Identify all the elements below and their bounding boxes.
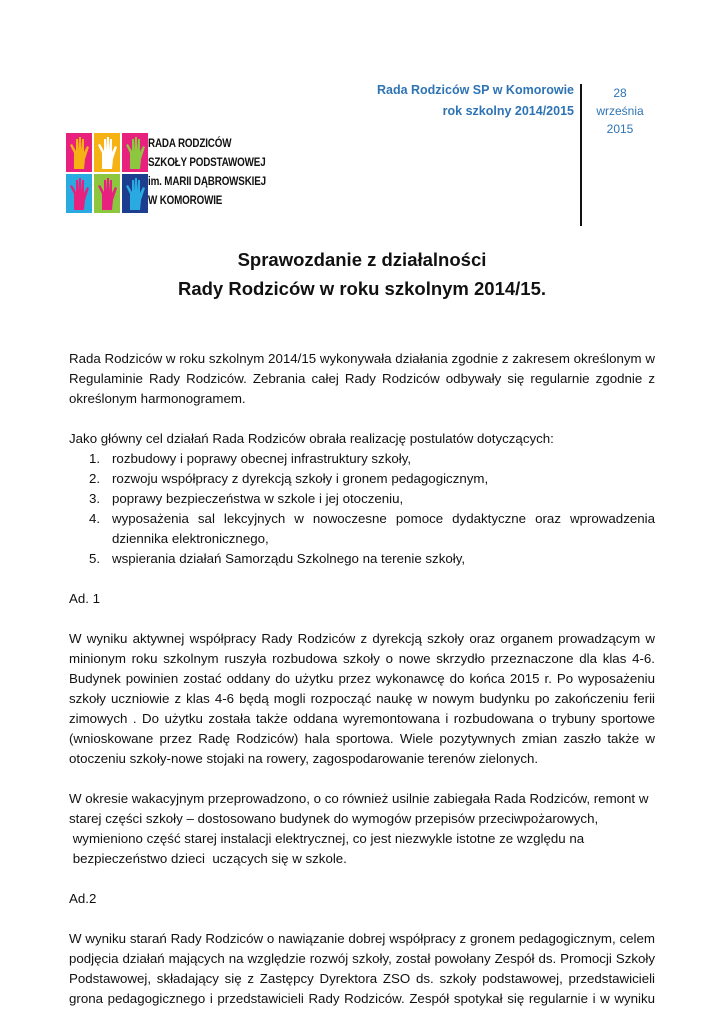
logo-line: im. MARII DĄBROWSKIEJ: [148, 174, 266, 188]
ad1-paragraph2-line: bezpieczeństwo dzieci uczących się w szkole.: [69, 851, 347, 866]
list-item-number: 1.: [89, 451, 101, 466]
header-org-line1: Rada Rodziców SP w Komorowie: [376, 83, 574, 97]
list-item-number: 5.: [89, 551, 101, 566]
header-date-month: września: [596, 104, 644, 118]
list-item-text: poprawy bezpieczeństwa w szkole i jej otoczeniu,: [112, 491, 404, 506]
header-organization: [377, 80, 574, 122]
logo-text: [148, 134, 266, 210]
ad1-paragraph2-line: starej części szkoły – dostosowano budynek do wymogów przepisów przeciwpożarowych,: [69, 811, 599, 826]
ad2-heading: Ad.2: [69, 891, 97, 906]
list-item-text: rozbudowy i poprawy obecnej infrastruktury szkoły,: [112, 451, 412, 466]
title-line2: Rady Rodziców w roku szkolnym 2014/15.: [177, 278, 547, 299]
list-item-text: rozwoju współpracy z dyrekcją szkoły i gronem pedagogicznym,: [112, 471, 489, 486]
logo-hand-tile: [94, 133, 120, 172]
logo-hand-tile: [66, 174, 92, 213]
ad1-paragraph2: [69, 789, 655, 869]
hand-icon: [94, 133, 120, 172]
ad1-paragraph2-line: W okresie wakacyjnym przeprowadzono, o co również usilnie zabiegała Rada Rodziców, remont w: [69, 791, 649, 806]
goals-list: [69, 449, 655, 569]
list-item: [69, 469, 655, 489]
list-item: [69, 489, 655, 509]
logo-hand-tile: [122, 133, 148, 172]
logo-hand-tile: [122, 174, 148, 213]
logo-hand-tile: [66, 133, 92, 172]
header-org-line2: rok szkolny 2014/2015: [442, 104, 574, 118]
ad1-paragraph1: W wyniku aktywnej współpracy Rady Rodziców z dyrekcją szkoły oraz organem prowadzącym w minionym roku szkolnym ruszyła rozbudowa szkoły o nowe skrzydło przeznaczone dla klas 4-6. Budynek powinien zostać oddany do użytku przez wykonawcę do końca 2015 r. Po wyposażeniu szkoły uczniowie z klas 4-6 będą mogli rozpocząć naukę w nowym budynku po zakończeniu ferii zimowych . Do użytku została także oddana wyremontowana i rozbudowana o trybuny sportowe (wnioskowane przez Radę Rodziców) hala sportowa. Wiele pozytywnych zmian zaszło także w otoczeniu szkoły-nowe stojaki na rowery, zagospodarowanie terenów zielonych.: [69, 631, 655, 766]
list-item-number: 3.: [89, 491, 101, 506]
document-body: [69, 349, 655, 1009]
header-date-day: 28: [613, 86, 627, 100]
document-title: [0, 245, 724, 303]
list-item-number: 4.: [89, 511, 101, 526]
list-item: [69, 449, 655, 469]
logo-line: SZKOŁY PODSTAWOWEJ: [148, 155, 266, 169]
list-item-text: wyposażenia sal lekcyjnych w nowoczesne pomoce dydaktyczne oraz wprowadzenia dziennika elektronicznego,: [112, 511, 655, 546]
header-date-year: 2015: [606, 122, 634, 136]
title-line1: Sprawozdanie z działalności: [237, 249, 487, 270]
logo-hand-tile: [94, 174, 120, 213]
hand-icon: [66, 133, 92, 172]
header-vertical-rule: [580, 84, 582, 226]
list-item: [69, 509, 655, 549]
ad1-paragraph2-line: wymieniono część starej instalacji elektrycznej, co jest niezwykle istotne ze względu na: [69, 831, 585, 846]
hand-icon: [94, 174, 120, 213]
logo-line: W KOMOROWIE: [148, 193, 223, 207]
hand-icon: [66, 174, 92, 213]
intro-paragraph: Rada Rodziców w roku szkolnym 2014/15 wykonywała działania zgodnie z zakresem określonym w Regulaminie Rady Rodziców. Zebrania całej Rady Rodziców odbywały się regularnie zgodnie z określonym harmonogramem.: [69, 351, 655, 406]
header-date: [590, 84, 650, 138]
list-item-text: wspierania działań Samorządu Szkolnego na terenie szkoły,: [112, 551, 466, 566]
logo-line: RADA RODZICÓW: [148, 136, 232, 150]
goals-lead: Jako główny cel działań Rada Rodziców obrała realizację postulatów dotyczących:: [69, 431, 554, 446]
hand-icon: [122, 174, 148, 213]
list-item: [69, 549, 655, 569]
ad1-heading: Ad. 1: [69, 591, 101, 606]
hand-icon: [122, 133, 148, 172]
ad2-paragraph1: W wyniku starań Rady Rodziców o nawiązanie dobrej współpracy z gronem pedagogicznym, celem podjęcia działań mających na względzie rozwój szkoły, został powołany Zespół ds. Promocji Szkoły Podstawowej, składający się z Zastępcy Dyrektora ZSO ds. szkoły podstawowej, przedstawicieli grona pedagogicznego i przedstawicieli Rady Rodziców. Zespół spotykał się regularnie i w wyniku: [69, 931, 655, 1006]
school-logo: [66, 133, 266, 217]
list-item-number: 2.: [89, 471, 101, 486]
